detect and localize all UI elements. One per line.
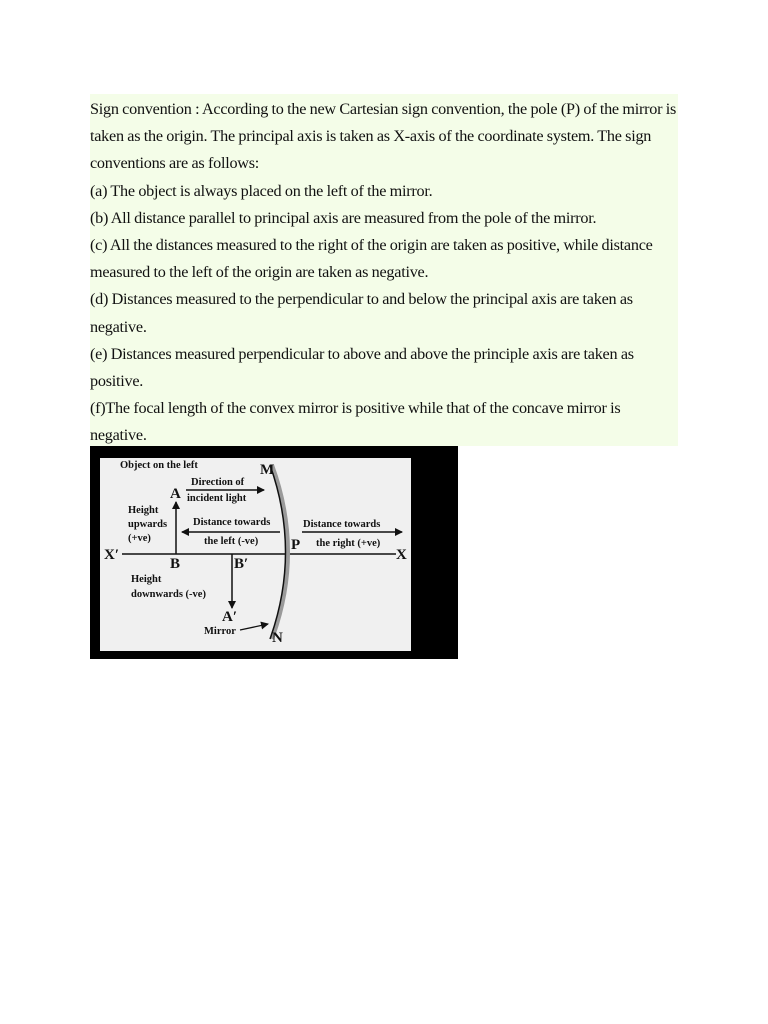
label-point-p: P — [291, 537, 301, 553]
paragraph-d: (d) Distances measured to the perpendicular to and below the principal axis are taken as negative. — [90, 290, 633, 336]
label-height-up-1: Height — [128, 505, 159, 516]
label-point-a-prime: A′ — [222, 609, 238, 625]
label-height-up-3: (+ve) — [128, 533, 151, 544]
paragraph-a: (a) The object is always placed on the left of the mirror. — [90, 181, 433, 200]
label-point-b: B — [170, 556, 181, 572]
paragraph-f: (f)The focal length of the convex mirror is positive while that of the concave mirror is negative. — [90, 399, 621, 445]
label-mirror: Mirror — [204, 626, 236, 637]
label-dist-right-2: the right (+ve) — [316, 538, 381, 549]
paragraph-b: (b) All distance parallel to principal axis are measured from the pole of the mirror. — [90, 208, 597, 227]
paragraph-c: (c) All the distances measured to the right of the origin are taken as positive, while distance measured to the left of the origin are taken as negative. — [90, 236, 653, 282]
label-point-m: M — [260, 462, 275, 478]
label-point-b-prime: B′ — [234, 556, 249, 572]
mirror-diagram — [90, 446, 458, 659]
label-direction-2: incident light — [187, 493, 247, 504]
label-height-down-2: downwards (-ve) — [131, 589, 206, 600]
label-dist-left-1: Distance towards — [193, 517, 271, 528]
label-point-x-prime: X′ — [104, 547, 120, 563]
label-dist-left-2: the left (-ve) — [204, 536, 259, 547]
label-dist-right-1: Distance towards — [303, 519, 381, 530]
label-object-on-left: Object on the left — [120, 460, 198, 471]
label-point-a: A — [170, 486, 181, 502]
paragraph-intro: Sign convention : According to the new Cartesian sign convention, the pole (P) of the mirror is taken as the origin. The principal axis is taken as X-axis of the coordinate system. The sign conventions are as follows: — [90, 100, 677, 173]
paragraph-e: (e) Distances measured perpendicular to above and above the principle axis are taken as positive. — [90, 344, 634, 391]
label-height-up-2: upwards — [128, 519, 168, 530]
label-point-x: X — [396, 547, 407, 563]
label-direction-1: Direction of — [191, 477, 245, 488]
mirror-diagram-svg — [90, 446, 458, 659]
sign-convention-text — [90, 94, 678, 446]
label-point-n: N — [272, 630, 283, 646]
label-height-down-1: Height — [131, 574, 162, 585]
